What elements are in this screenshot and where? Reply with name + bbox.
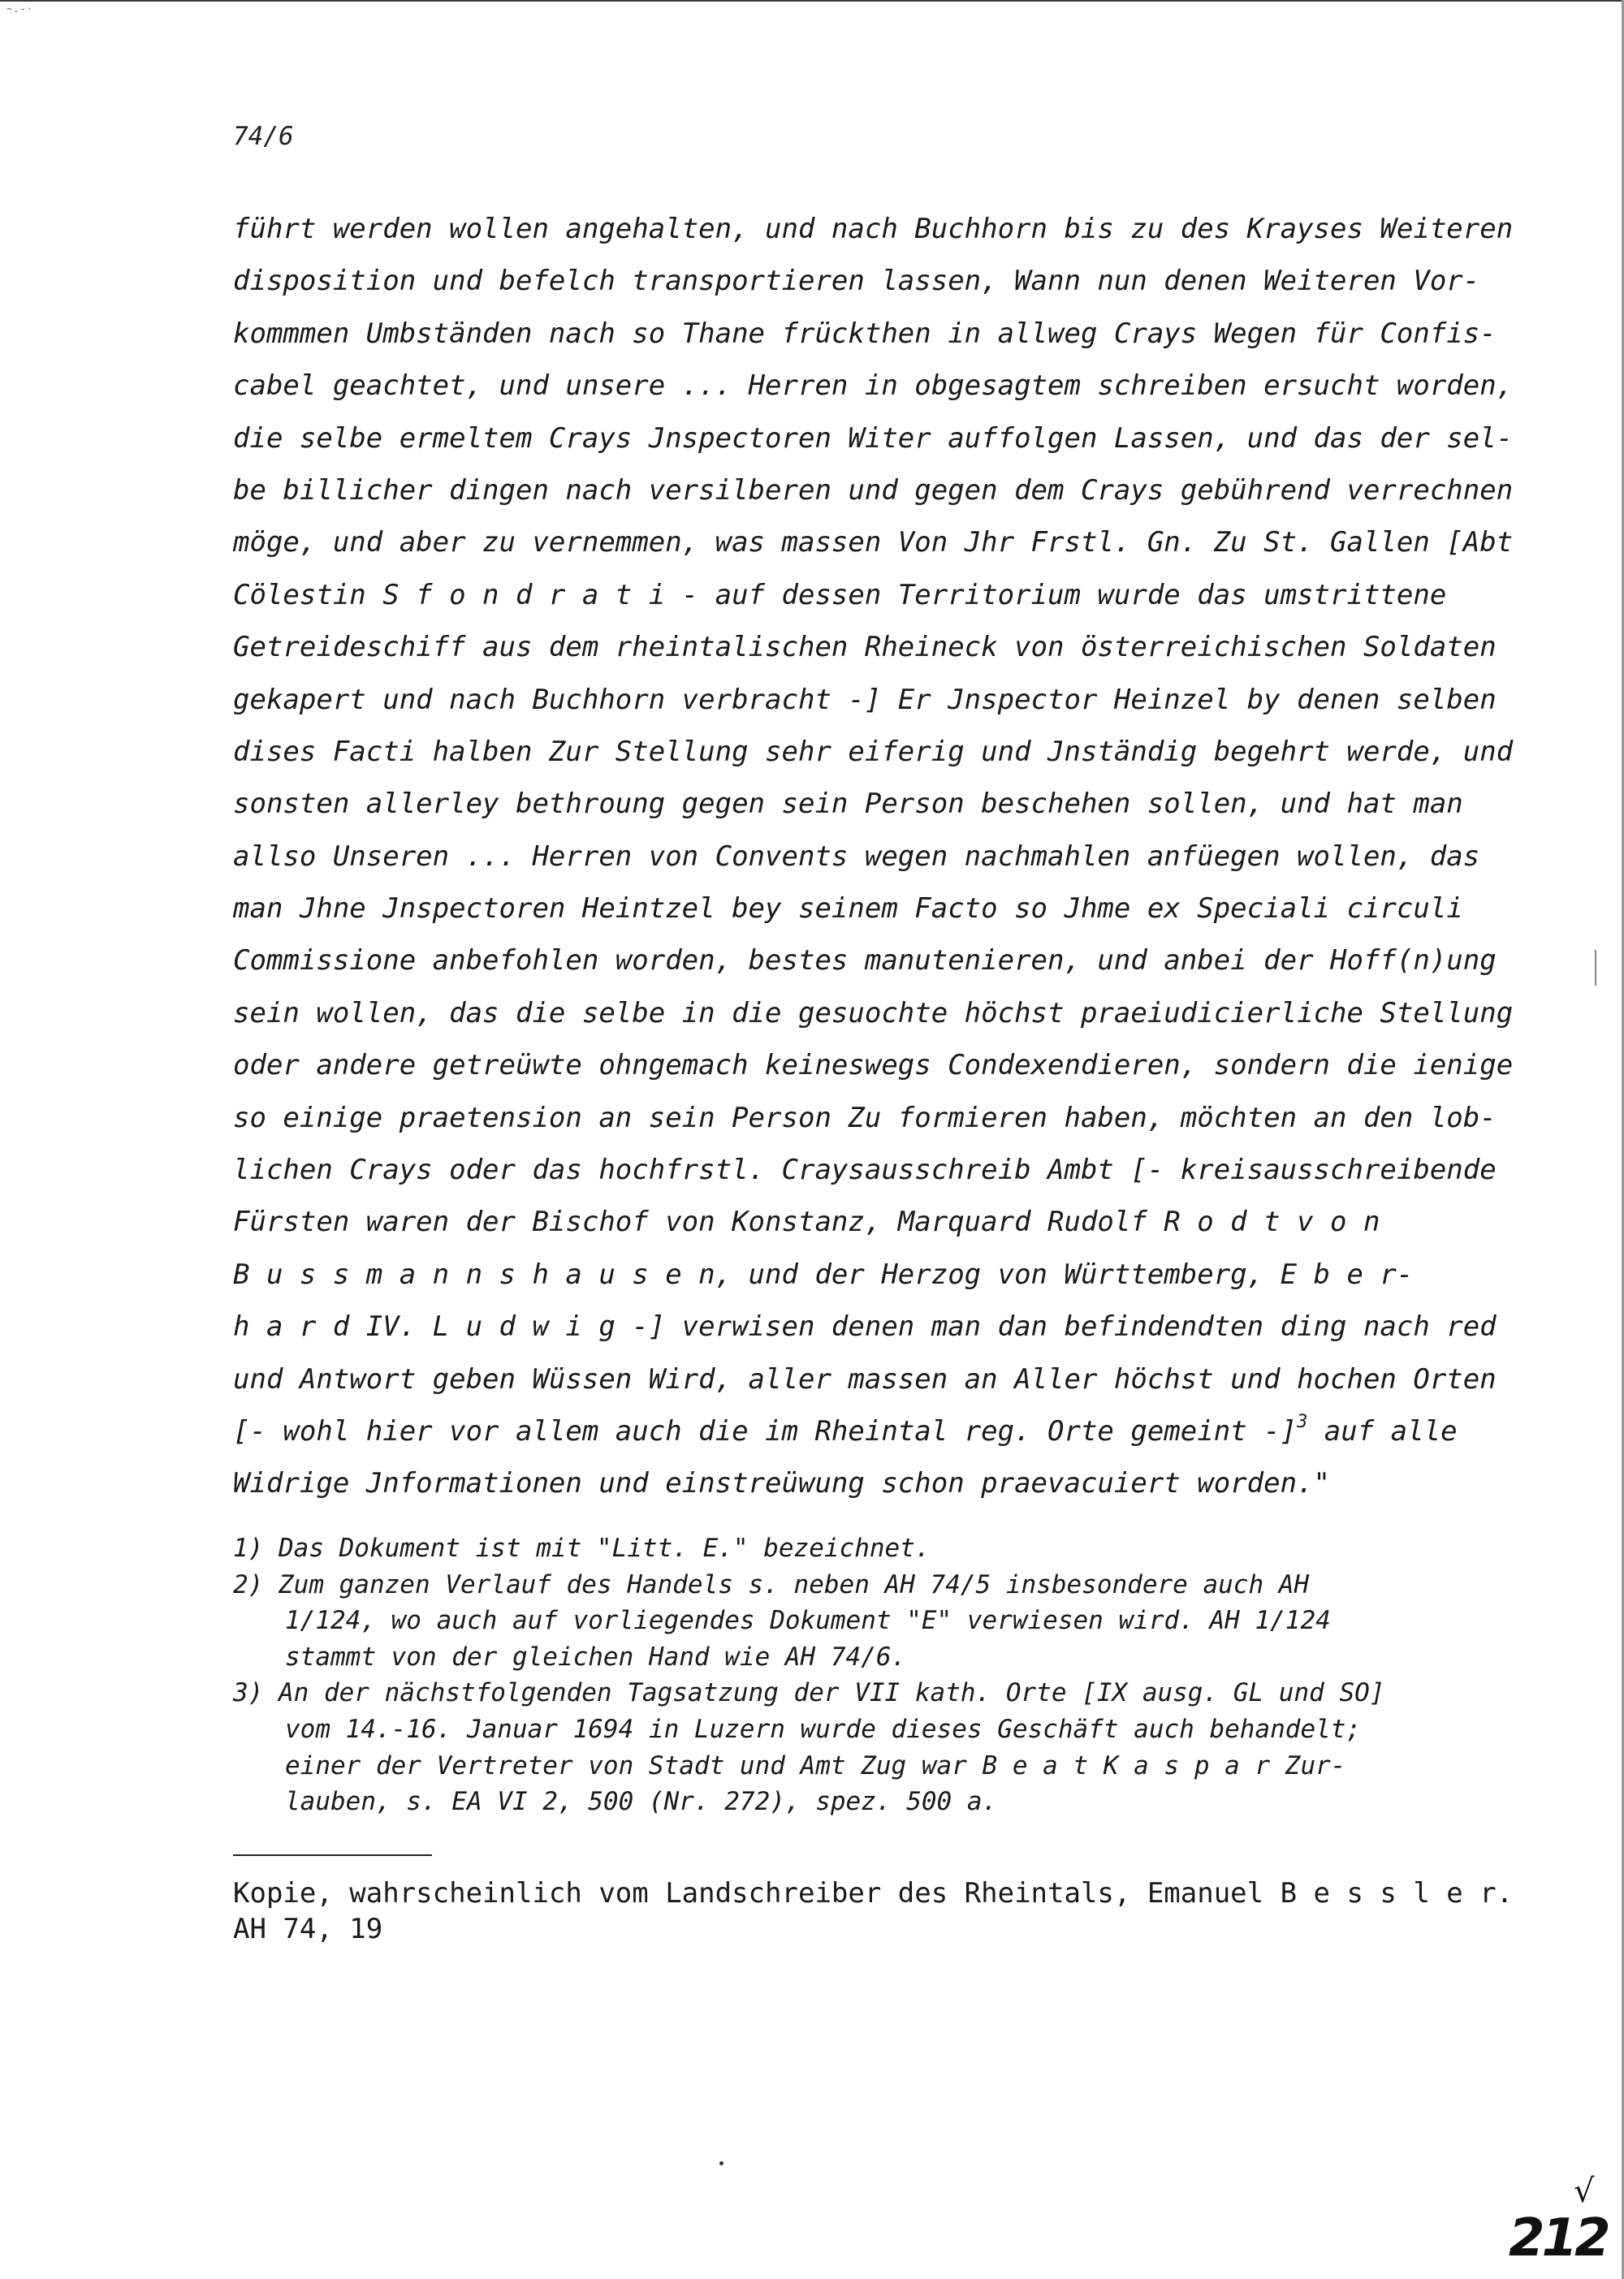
footnotes xyxy=(233,1530,1500,1820)
body-line-2: disposition und befelch transportieren lassen, Wann nun denen Weiteren Vor- xyxy=(233,265,1480,298)
body-line-16: sein wollen, das die selbe in die gesuochte höchst praeiudicierliche Stellung xyxy=(233,996,1514,1029)
body-line-13: allso Unseren ... Herren von Convents wegen nachmahlen anfüegen wollen, das xyxy=(233,840,1480,873)
body-line-18: so einige praetension an sein Person Zu formieren haben, möchten an den lob- xyxy=(233,1101,1497,1134)
main-transcription xyxy=(233,203,1514,1510)
footnote-line-7: einer der Vertreter von Stadt und Amt Zug war B e a t K a s p a r Zur- xyxy=(285,1750,1346,1780)
body-line-17: oder andere getreüwte ohngemach keineswegs Condexendieren, sondern die ienige xyxy=(233,1049,1514,1082)
source-note-line-1: Kopie, wahrscheinlich vom Landschreiber des Rheintals, Emanuel B e s s l e r. xyxy=(233,1877,1514,1910)
footnote-line-1: 1) Das Dokument ist mit "Litt. E." bezeichnet. xyxy=(233,1534,931,1563)
check-mark-icon: √ xyxy=(1574,2173,1595,2210)
body-line-20: Fürsten waren der Bischof von Konstanz, Marquard Rudolf R o d t v o n xyxy=(233,1206,1380,1239)
body-line-10: gekapert und nach Buchhorn verbracht -] Er Jnspector Heinzel by denen selben xyxy=(233,683,1497,716)
body-line-5: die selbe ermeltem Crays Jnspectoren Witer auffolgen Lassen, und das der sel- xyxy=(233,421,1514,455)
margin-tick xyxy=(1595,950,1596,986)
stray-dot xyxy=(719,2161,723,2165)
body-line-11: dises Facti halben Zur Stellung sehr eiferig und Jnständig begehrt werde, und xyxy=(233,735,1514,768)
source-divider xyxy=(233,1854,432,1856)
body-line-4: cabel geachtet, und unsere ... Herren in obgesagtem schreiben ersucht worden, xyxy=(233,369,1514,403)
body-line-7: möge, und aber zu vernemmen, was massen Von Jhr Frstl. Gn. Zu St. Gallen [Abt xyxy=(233,526,1514,559)
body-line-25: Widrige Jnformationen und einstreüwung schon praevacuiert worden." xyxy=(233,1467,1331,1500)
footnote-line-2: 2) Zum ganzen Verlauf des Handels s. neben AH 74/5 insbesondere auch AH xyxy=(233,1569,1310,1599)
scan-edge-top xyxy=(0,0,1624,2)
body-line-3: kommmen Umbständen nach so Thane frückthen in allweg Crays Wegen für Confis- xyxy=(233,317,1497,350)
body-line-8: Cölestin S f o n d r a t i - auf dessen Territorium wurde das umstrittene xyxy=(233,578,1447,611)
body-line-21: B u s s m a n n s h a u s e n, und der Herzog von Württemberg, E b e r- xyxy=(233,1258,1414,1291)
body-line-9: Getreideschiff aus dem rheintalischen Rheineck von österreichischen Soldaten xyxy=(233,631,1497,664)
body-line-24 xyxy=(233,1405,1500,1457)
body-line-24-text: [- wohl hier vor allem auch die im Rheintal reg. Orte gemeint -] xyxy=(233,1414,1298,1448)
footnote-line-4: stammt von der gleichen Hand wie AH 74/6. xyxy=(285,1642,907,1672)
footnote-ref-3: 3 xyxy=(1297,1411,1308,1432)
body-line-6: be billicher dingen nach versilberen und gegen dem Crays gebührend verrechnen xyxy=(233,473,1514,507)
footnote-line-5: 3) An der nächstfolgenden Tagsatzung der VII kath. Orte [IX ausg. GL und SO] xyxy=(233,1678,1385,1708)
body-line-1: führt werden wollen angehalten, und nach Buchhorn bis zu des Krayses Weiteren xyxy=(233,213,1514,245)
source-note-line-2: AH 74, 19 xyxy=(233,1913,383,1945)
page-reference: 74/6 xyxy=(233,122,294,151)
body-line-14: man Jhne Jnspectoren Heintzel bey seinem Facto so Jhme ex Speciali circuli xyxy=(233,892,1463,926)
body-line-23: und Antwort geben Wüssen Wird, aller massen an Aller höchst und hochen Orten xyxy=(233,1362,1497,1396)
footnote-line-6: vom 14.-16. Januar 1694 in Luzern wurde dieses Geschäft auch behandelt; xyxy=(285,1714,1362,1744)
source-note xyxy=(233,1875,1532,1947)
body-line-12: sonsten allerley bethroung gegen sein Person beschehen sollen, und hat man xyxy=(233,788,1463,821)
body-line-24-tail: auf alle xyxy=(1307,1414,1458,1448)
footnote-line-3: 1/124, wo auch auf vorliegendes Dokument "E" verwiesen wird. AH 1/124 xyxy=(285,1606,1331,1636)
corner-scribble: ~.-· xyxy=(6,3,33,15)
handwritten-page-number: 212 xyxy=(1509,2208,1608,2268)
body-line-19: lichen Crays oder das hochfrstl. Craysausschreib Ambt [- kreisausschreibende xyxy=(233,1154,1497,1187)
body-line-22: h a r d IV. L u d w i g -] verwisen denen man dan befindendten ding nach red xyxy=(233,1310,1497,1344)
body-line-15: Commissione anbefohlen worden, bestes manutenieren, und anbei der Hoff(n)ung xyxy=(233,944,1497,978)
footnote-line-8: lauben, s. EA VI 2, 500 (Nr. 272), spez. 500 a. xyxy=(285,1787,998,1817)
